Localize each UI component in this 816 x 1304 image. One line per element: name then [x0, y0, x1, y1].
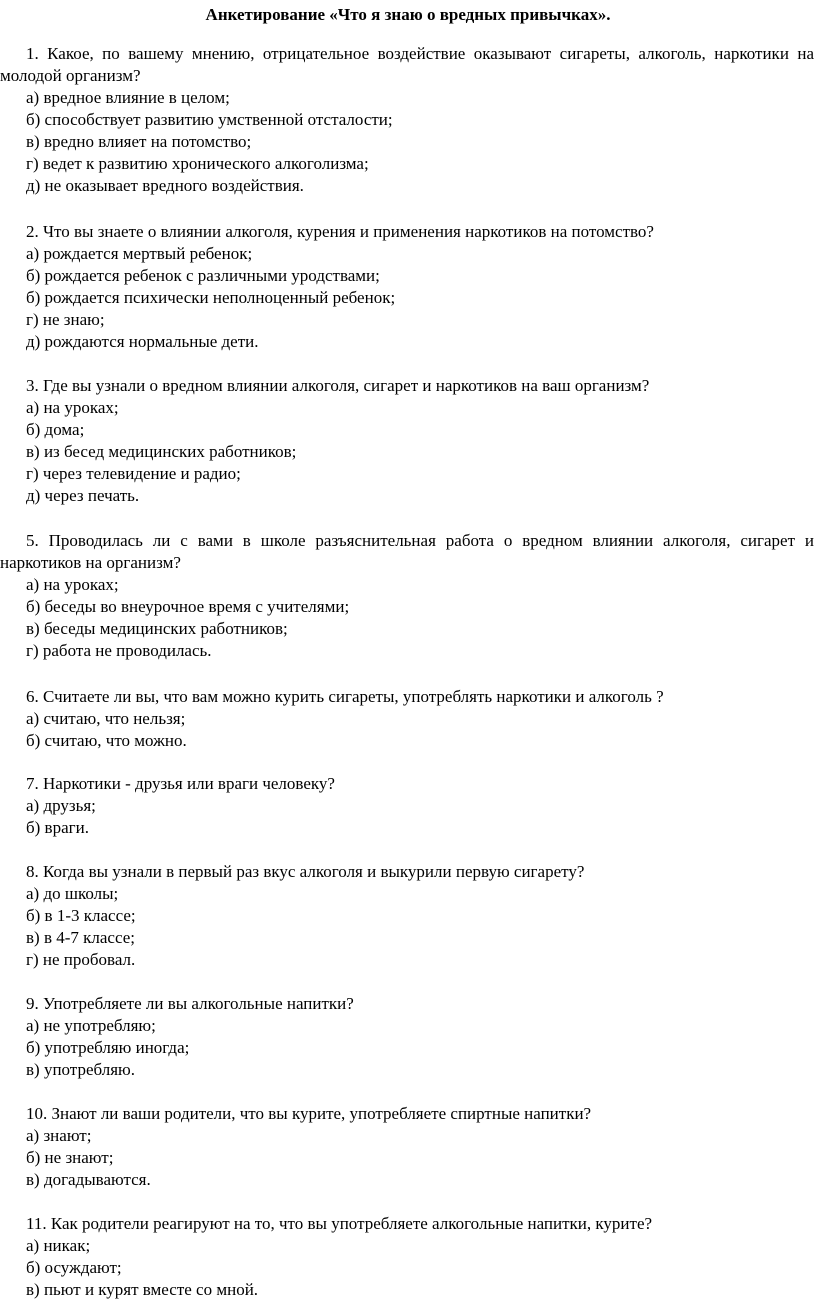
answer-options	[0, 87, 816, 197]
question-text: 1. Какое, по вашему мнению, отрицательное воздействие оказывают сигареты, алкоголь, наркотики на молодой организм?	[0, 44, 814, 85]
question-text: 5. Проводилась ли с вами в школе разъяснительная работа о вредном влиянии алкоголя, сигарет и наркотиков на организм?	[0, 531, 814, 572]
question-3	[0, 375, 816, 507]
answer-option: в) вредно влияет на потомство;	[26, 132, 252, 151]
answer-option: б) рождается ребенок с различными уродствами;	[26, 266, 380, 285]
answer-option: в) употребляю.	[26, 1060, 135, 1079]
answer-options	[0, 1015, 816, 1081]
answer-option: а) на уроках;	[26, 398, 119, 417]
answer-option: а) рождается мертвый ребенок;	[26, 244, 253, 263]
answer-option: а) считаю, что нельзя;	[26, 709, 186, 728]
answer-option: в) догадываются.	[26, 1170, 151, 1189]
answer-options	[0, 1235, 816, 1301]
question-text: 9. Употребляете ли вы алкогольные напитки?	[26, 994, 354, 1013]
answer-option: а) никак;	[26, 1236, 91, 1255]
question-text: 2. Что вы знаете о влиянии алкоголя, курения и применения наркотиков на потомство?	[26, 222, 654, 241]
answer-option: г) через телевидение и радио;	[26, 464, 241, 483]
answer-option: а) знают;	[26, 1126, 92, 1145]
answer-option: б) в 1-3 классе;	[26, 906, 136, 925]
question-text: 8. Когда вы узнали в первый раз вкус алкоголя и выкурили первую сигарету?	[26, 862, 585, 881]
document-title: Анкетирование «Что я знаю о вредных привычках».	[205, 5, 611, 24]
question-text: 6. Считаете ли вы, что вам можно курить сигареты, употреблять наркотики и алкоголь ?	[26, 687, 664, 706]
answer-option: б) беседы во внеурочное время с учителями;	[26, 597, 350, 616]
answer-option: в) в 4-7 классе;	[26, 928, 135, 947]
question-7	[0, 773, 816, 839]
answer-options	[0, 1125, 816, 1191]
answer-option: а) вредное влияние в целом;	[26, 88, 230, 107]
answer-option: б) способствует развитию умственной отсталости;	[26, 110, 393, 129]
answer-option: б) не знают;	[26, 1148, 114, 1167]
question-text: 10. Знают ли ваши родители, что вы курите, употребляете спиртные напитки?	[26, 1104, 592, 1123]
answer-option: б) считаю, что можно.	[26, 731, 187, 750]
question-8	[0, 861, 816, 971]
answer-option: а) не употребляю;	[26, 1016, 156, 1035]
answer-option: б) употребляю иногда;	[26, 1038, 190, 1057]
answer-option: б) рождается психически неполноценный ребенок;	[26, 288, 396, 307]
answer-option: а) друзья;	[26, 796, 96, 815]
answer-option: в) пьют и курят вместе со мной.	[26, 1280, 259, 1299]
answer-option: г) работа не проводилась.	[26, 641, 212, 660]
answer-option: в) беседы медицинских работников;	[26, 619, 288, 638]
question-text: 11. Как родители реагируют на то, что вы употребляете алкогольные напитки, курите?	[26, 1214, 653, 1233]
question-9	[0, 993, 816, 1081]
answer-option: д) через печать.	[26, 486, 140, 505]
answer-option: а) до школы;	[26, 884, 119, 903]
question-1	[0, 43, 816, 197]
answer-options	[0, 883, 816, 971]
answer-options	[0, 574, 816, 662]
answer-options	[0, 795, 816, 839]
question-2	[0, 221, 816, 353]
question-6	[0, 686, 816, 752]
answer-option: а) на уроках;	[26, 575, 119, 594]
answer-option: д) не оказывает вредного воздействия.	[26, 176, 304, 195]
answer-options	[0, 397, 816, 507]
answer-option: в) из бесед медицинских работников;	[26, 442, 297, 461]
answer-options	[0, 708, 816, 752]
question-11	[0, 1213, 816, 1301]
question-10	[0, 1103, 816, 1191]
question-text: 3. Где вы узнали о вредном влиянии алкоголя, сигарет и наркотиков на ваш организм?	[26, 376, 650, 395]
answer-option: б) дома;	[26, 420, 85, 439]
answer-option: г) не знаю;	[26, 310, 105, 329]
answer-option: б) враги.	[26, 818, 89, 837]
answer-option: д) рождаются нормальные дети.	[26, 332, 259, 351]
answer-option: г) ведет к развитию хронического алкоголизма;	[26, 154, 369, 173]
answer-option: г) не пробовал.	[26, 950, 136, 969]
question-5	[0, 530, 816, 662]
answer-options	[0, 243, 816, 353]
answer-option: б) осуждают;	[26, 1258, 122, 1277]
question-text: 7. Наркотики - друзья или враги человеку?	[26, 774, 335, 793]
